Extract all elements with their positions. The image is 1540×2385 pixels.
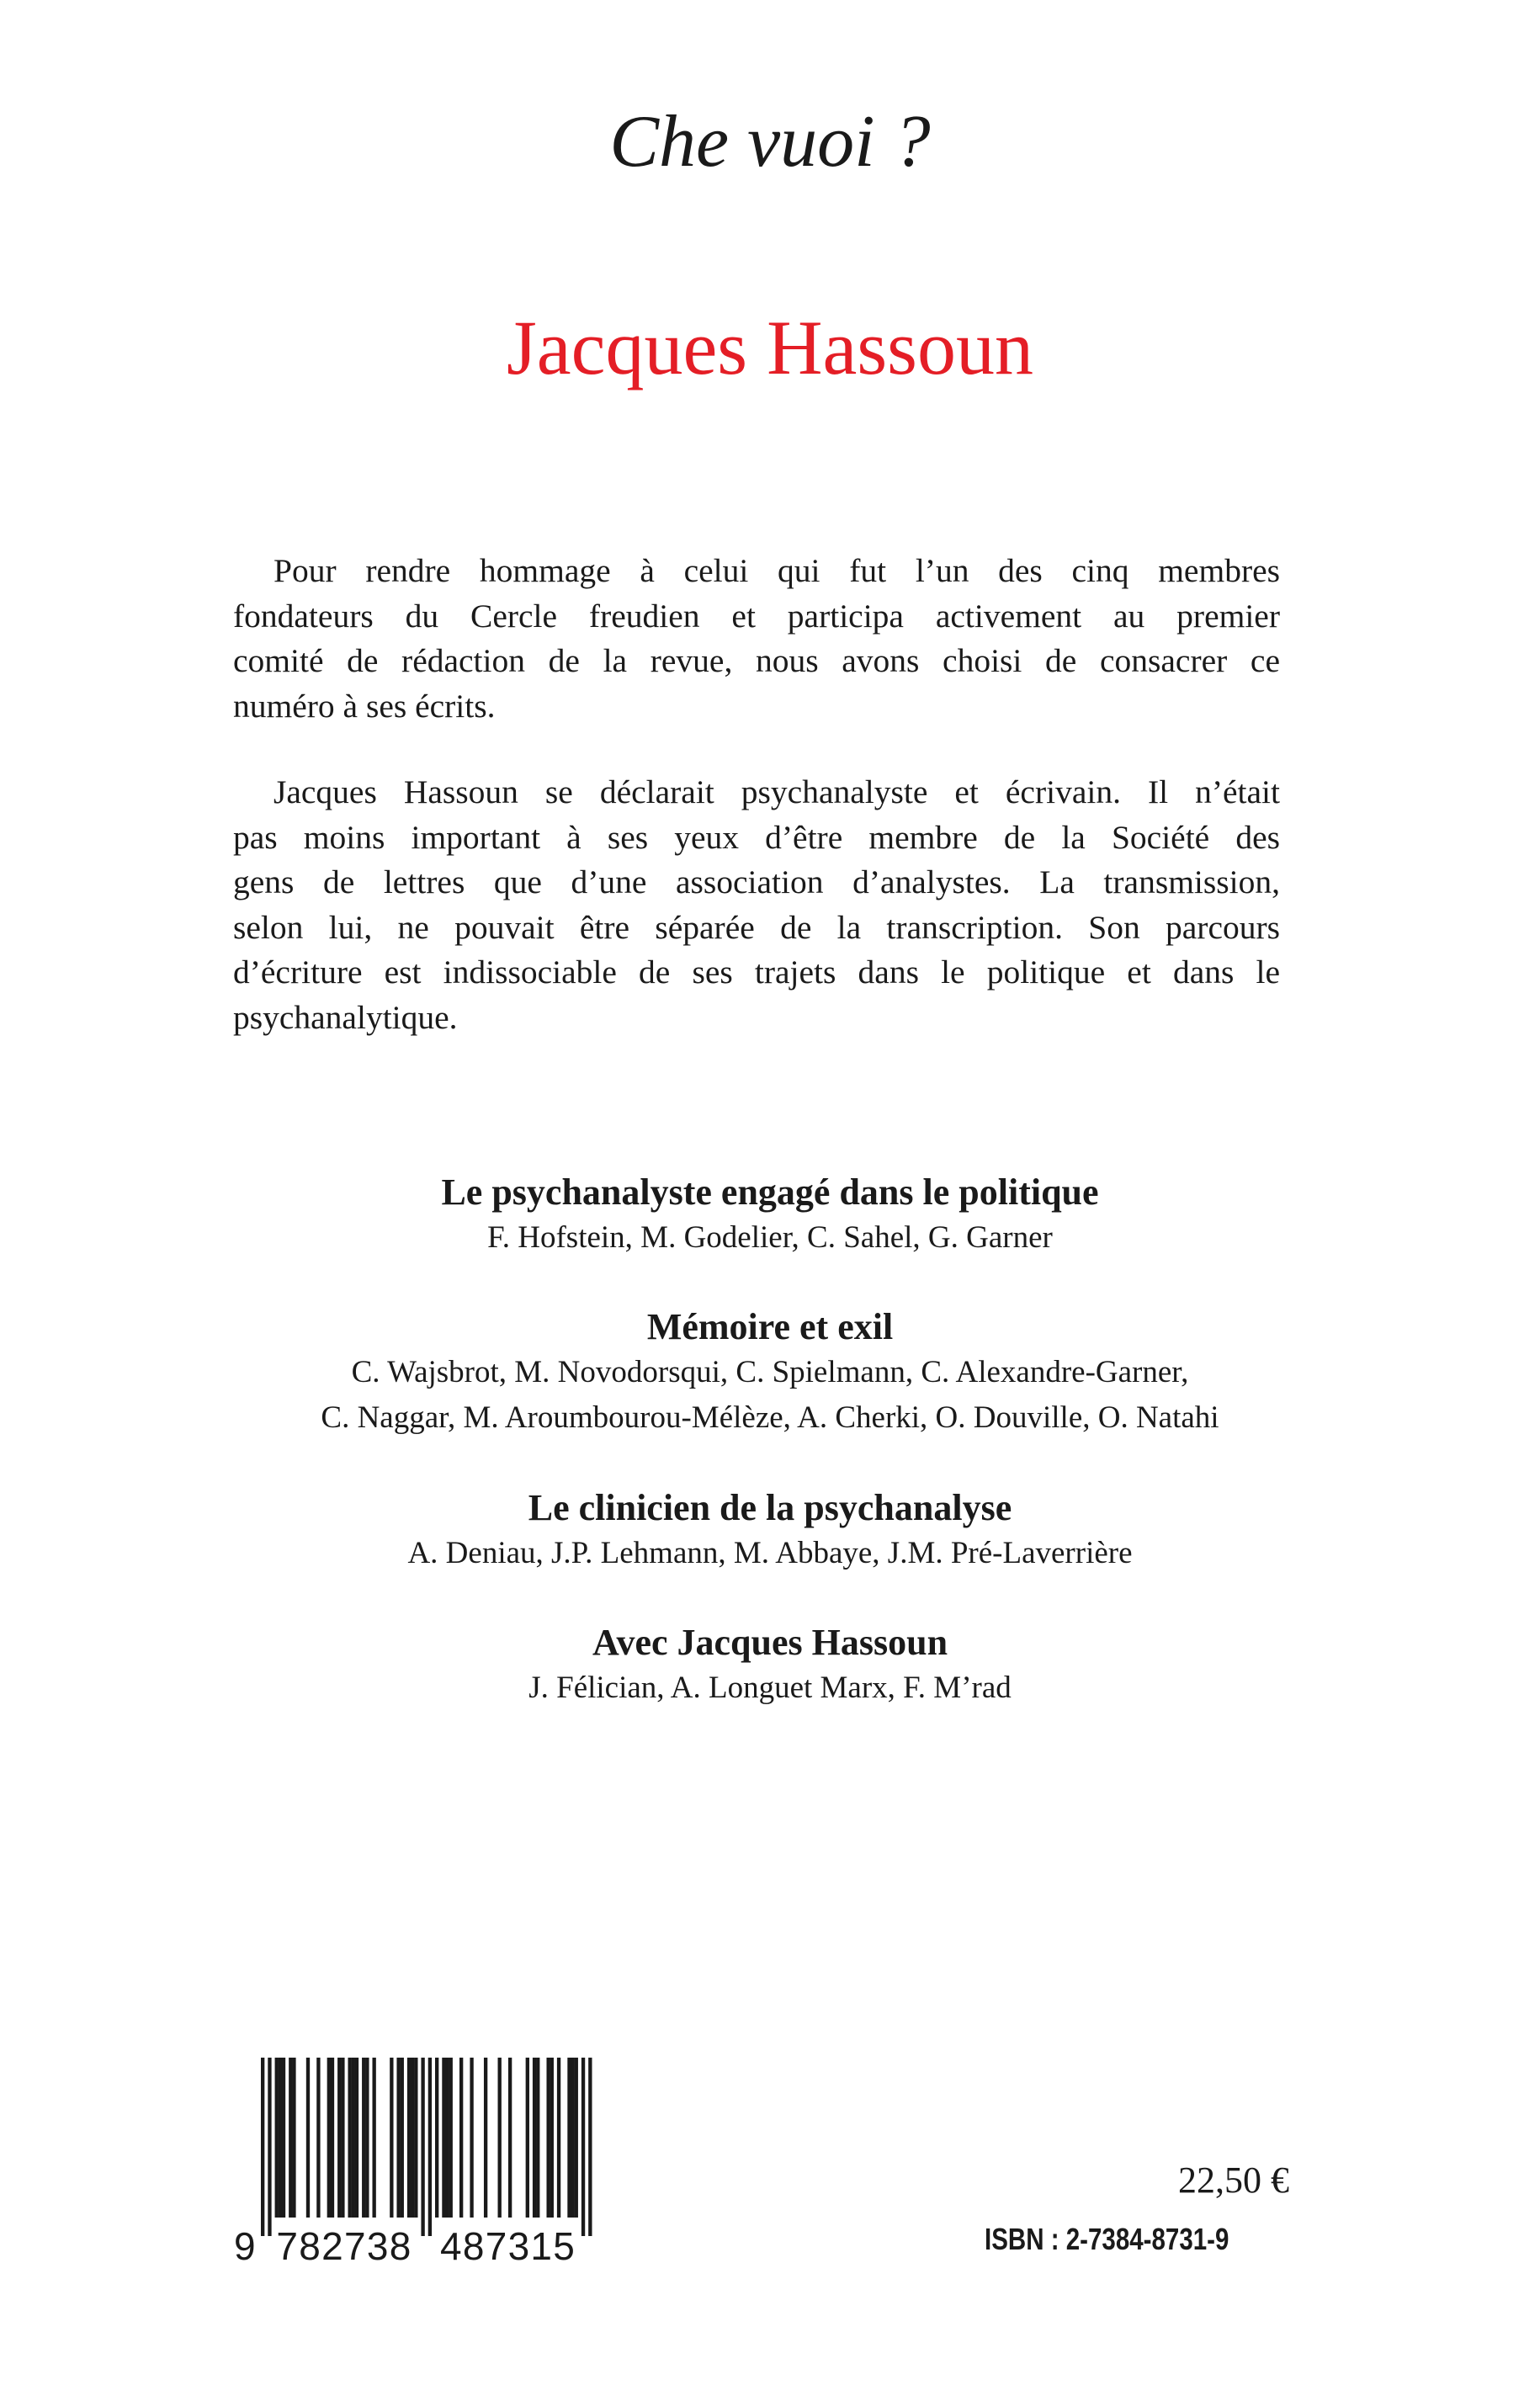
barcode-bar [526,2058,529,2218]
issue-title: Jacques Hassoun [507,305,1033,390]
contents-section [0,1304,1540,1441]
section-heading: Avec Jacques Hassoun [592,1622,948,1663]
barcode-bar [331,2058,334,2218]
contents-section [0,1485,1540,1576]
price: 22,50 € [1178,2159,1289,2201]
barcode-bar [411,2058,414,2218]
barcode-bar [588,2058,592,2236]
paragraph-line: pas moins important à ses yeux d’être membre de la Société des [233,818,1280,856]
barcode-bar [449,2058,453,2218]
barcode [227,2053,623,2281]
barcode-bar [292,2058,295,2218]
barcode-bar [575,2058,578,2218]
barcode-digits: 782738 [276,2224,412,2268]
barcode-bar [341,2058,344,2218]
barcode-bar [316,2058,320,2218]
barcode-bar [282,2058,285,2218]
barcode-bar [401,2058,404,2218]
section-authors: J. Félician, A. Longuet Marx, F. M’rad [528,1671,1012,1705]
barcode-bar [533,2058,536,2218]
barcode-bar [459,2058,463,2218]
barcode-bar [567,2058,571,2218]
barcode-bar [498,2058,502,2218]
isbn: ISBN : 2-7384-8731-9 [985,2222,1229,2256]
barcode-bar [365,2058,369,2218]
paragraph-line: fondateurs du Cercle freudien et participa activement au premier [233,597,1280,635]
barcode-bar [352,2058,355,2218]
section-authors: F. Hofstein, M. Godelier, C. Sahel, G. Garner [487,1220,1053,1255]
journal-title: Che vuoi ? [609,101,931,183]
section-authors: C. Naggar, M. Aroumbourou-Mélèze, A. Cherki, O. Douville, O. Natahi [321,1400,1219,1435]
barcode-bar [372,2058,375,2218]
barcode-bar [445,2058,449,2218]
paragraph-line: comité de rédaction de la revue, nous avons choisi de consacrer ce [233,642,1280,680]
barcode-bar [442,2058,445,2218]
barcode-bar [306,2058,310,2218]
barcode-digits: 9 [234,2224,256,2268]
paragraph-line: psychanalytique. [233,998,458,1036]
contents-section [0,1170,1540,1261]
barcode-bar [390,2058,393,2218]
barcode-bar [428,2058,432,2236]
barcode-bar [581,2058,585,2236]
barcode-bar [571,2058,574,2218]
barcode-bar [396,2058,400,2218]
barcode-bar [279,2058,282,2218]
paragraph-biography [233,770,1280,1041]
barcode-bar [348,2058,352,2218]
paragraph-tribute [233,549,1280,729]
barcode-bar [435,2058,438,2218]
barcode-bar [327,2058,331,2218]
section-authors: C. Wajsbrot, M. Novodorsqui, C. Spielmann, C. Alexandre-Garner, [351,1355,1189,1389]
barcode-bar [508,2058,512,2218]
barcode-digits: 487315 [440,2224,575,2268]
paragraph-line: d’écriture est indissociable de ses trajets dans le politique et dans le [233,953,1280,991]
barcode-bar [546,2058,550,2218]
barcode-bar [362,2058,365,2218]
section-authors: A. Deniau, J.P. Lehmann, M. Abbaye, J.M. Pré-Laverrière [407,1536,1133,1570]
barcode-bar [407,2058,411,2218]
barcode-bar [275,2058,279,2218]
paragraph-line: selon lui, ne pouvait être séparée de la transcription. Son parcours [233,908,1280,946]
paragraph-line: gens de lettres que d’une association d’analystes. La transmission, [233,863,1280,901]
barcode-bar [536,2058,539,2218]
barcode-bar [414,2058,417,2218]
barcode-bar [261,2058,264,2236]
contents-section [0,1620,1540,1711]
barcode-bar [268,2058,271,2236]
barcode-bar [355,2058,358,2218]
section-heading: Le psychanalyste engagé dans le politique [441,1171,1099,1213]
barcode-bar [557,2058,560,2218]
barcode-bar [470,2058,473,2218]
barcode-bar [550,2058,554,2218]
paragraph-line: Pour rendre hommage à celui qui fut l’un des cinq membres [273,552,1280,589]
barcode-bar [337,2058,341,2218]
barcode-bar [484,2058,487,2218]
paragraph-line: Jacques Hassoun se déclarait psychanalyste et écrivain. Il n’était [273,773,1280,810]
section-heading: Mémoire et exil [646,1306,894,1347]
barcode-bar [421,2058,424,2236]
barcode-bar [289,2058,292,2218]
section-heading: Le clinicien de la psychanalyse [528,1487,1012,1528]
paragraph-line: numéro à ses écrits. [233,687,496,725]
